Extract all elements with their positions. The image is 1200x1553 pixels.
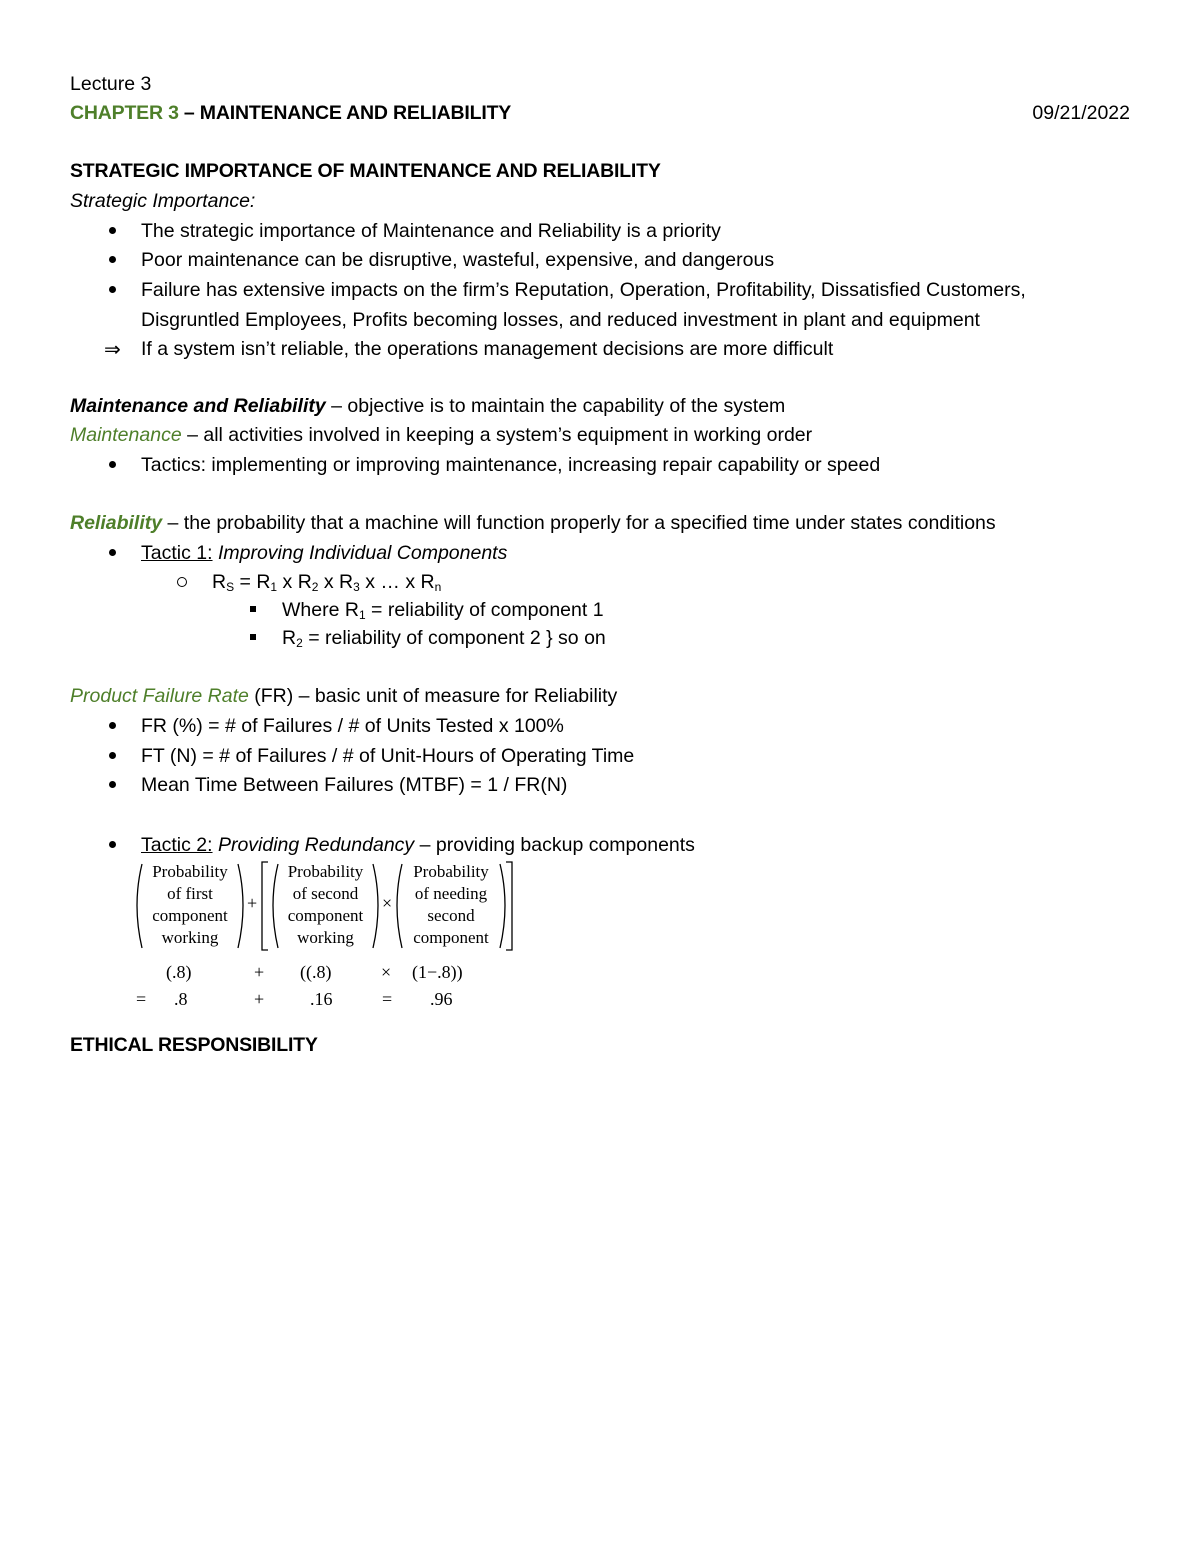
list-item-continuation: Disgruntled Employees, Profits becoming losses, and reduced investment in plant and equipment <box>141 309 980 331</box>
list-item: The strategic importance of Maintenance and Reliability is a priority <box>141 220 721 242</box>
box-line: Probability <box>413 862 489 881</box>
formula-part: R <box>212 571 227 593</box>
term: Maintenance <box>70 424 182 446</box>
square-bullet-icon <box>250 606 256 612</box>
formula-value: .96 <box>430 989 453 1009</box>
definition-failure-rate <box>70 683 617 709</box>
box-line: Probability <box>287 862 364 881</box>
formula-sub: 1 <box>358 608 366 622</box>
formula-sub: 2 <box>311 580 319 594</box>
chapter-name: – MAINTENANCE AND RELIABILITY <box>178 102 512 124</box>
box-line: of needing <box>414 884 488 903</box>
formula-operator: = <box>382 989 393 1009</box>
formula-operator: = <box>136 989 147 1009</box>
formula-part: Where R <box>282 599 359 621</box>
square-bullet-icon <box>250 634 256 640</box>
tactic-name: Providing Redundancy <box>212 834 415 856</box>
formula-sub: 2 <box>296 636 303 650</box>
formula-part: = reliability of component 2 } so on <box>302 627 606 649</box>
list-item: Failure has extensive impacts on the firm’s Reputation, Operation, Profitability, Dissatisfied Customers, <box>141 279 1026 301</box>
lecture-text: Lecture 3 <box>70 73 152 95</box>
definition-text: (FR) – basic unit of measure for Reliability <box>248 685 618 707</box>
box-line: component <box>413 928 489 947</box>
box-line: component <box>152 906 228 925</box>
formula-box-second <box>278 861 373 949</box>
formula-plus: + <box>247 893 258 913</box>
box-line: of first <box>167 884 213 903</box>
formula-part: R <box>282 627 297 649</box>
subheading-strategic: Strategic Importance: <box>70 190 256 212</box>
tactic-1 <box>141 540 507 566</box>
bullet-icon <box>109 841 116 848</box>
definition-maintenance-reliability <box>70 393 785 419</box>
term: Reliability <box>70 512 163 534</box>
formula-operator: + <box>254 989 265 1009</box>
implies-arrow-icon: ⇒ <box>104 337 121 361</box>
section-heading-ethical: ETHICAL RESPONSIBILITY <box>70 1034 318 1056</box>
box-line: of second <box>292 884 359 903</box>
definition-text: – the probability that a machine will function properly for a specified time under states conditions <box>162 512 996 534</box>
reliability-formula <box>212 569 441 595</box>
where-line-2 <box>282 625 606 651</box>
formula-part: x R <box>277 571 312 593</box>
formula-part: x R <box>318 571 354 593</box>
formula-operator: + <box>254 962 265 982</box>
bullet-icon <box>109 722 116 729</box>
list-item: FR (%) = # of Failures / # of Units Tested x 100% <box>141 715 564 737</box>
bullet-icon <box>109 256 116 263</box>
formula-part: = reliability of component 1 <box>365 599 604 621</box>
tactic-name: Improving Individual Components <box>212 542 508 564</box>
definition-text: – all activities involved in keeping a system’s equipment in working order <box>181 424 813 446</box>
bullet-icon <box>109 286 116 293</box>
formula-part: = R <box>234 571 271 593</box>
term: Product Failure Rate <box>70 685 249 707</box>
bullet-icon <box>109 781 116 788</box>
tactic-2 <box>141 832 695 858</box>
formula-sub: n <box>434 580 442 594</box>
box-line: second <box>427 906 475 925</box>
where-line-1 <box>282 597 604 623</box>
redundancy-formula <box>130 860 530 1015</box>
definition-maintenance <box>70 422 812 448</box>
formula-value: (.8) <box>166 962 192 982</box>
bullet-icon <box>109 752 116 759</box>
formula-value: ((.8) <box>300 962 332 982</box>
formula-value: .16 <box>310 989 333 1009</box>
formula-operator: × <box>381 962 392 982</box>
formula-sub: 3 <box>353 580 360 594</box>
term: Maintenance and Reliability <box>70 395 326 417</box>
list-item: Mean Time Between Failures (MTBF) = 1 / FR(N) <box>141 774 568 796</box>
tactic-label: Tactic 2: <box>141 834 213 856</box>
tactic-label: Tactic 1: <box>141 542 213 564</box>
bullet-icon <box>109 461 116 468</box>
box-line: component <box>287 906 364 925</box>
formula-box-third <box>402 861 500 949</box>
chapter-title <box>70 100 511 126</box>
formula-sub: S <box>226 580 235 594</box>
box-line: working <box>297 928 354 947</box>
definition-reliability <box>70 510 996 536</box>
definition-text: – objective is to maintain the capability of the system <box>325 395 786 417</box>
formula-value: .8 <box>174 989 188 1009</box>
section-heading-strategic: STRATEGIC IMPORTANCE OF MAINTENANCE AND RELIABILITY <box>70 160 661 182</box>
box-line: Probability <box>152 862 228 881</box>
formula-sub: 1 <box>270 580 278 594</box>
tactic-text: – providing backup components <box>414 834 695 856</box>
bullet-icon <box>109 227 116 234</box>
chapter-label: CHAPTER 3 <box>70 102 179 124</box>
lecture-date: 09/21/2022 <box>1032 102 1130 124</box>
formula-box-first <box>142 861 238 949</box>
formula-value: (1−.8)) <box>412 962 463 982</box>
arrow-list-item: If a system isn’t reliable, the operations management decisions are more difficult <box>141 338 834 360</box>
box-line: working <box>161 928 219 947</box>
lecture-label <box>70 71 151 97</box>
list-item: FT (N) = # of Failures / # of Unit-Hours of Operating Time <box>141 745 635 767</box>
hollow-bullet-icon <box>177 577 187 587</box>
bullet-icon <box>109 549 116 556</box>
formula-times: × <box>382 893 393 913</box>
list-item: Tactics: implementing or improving maintenance, increasing repair capability or speed <box>141 454 881 476</box>
list-item: Poor maintenance can be disruptive, wasteful, expensive, and dangerous <box>141 249 775 271</box>
formula-part: x … x R <box>359 571 435 593</box>
